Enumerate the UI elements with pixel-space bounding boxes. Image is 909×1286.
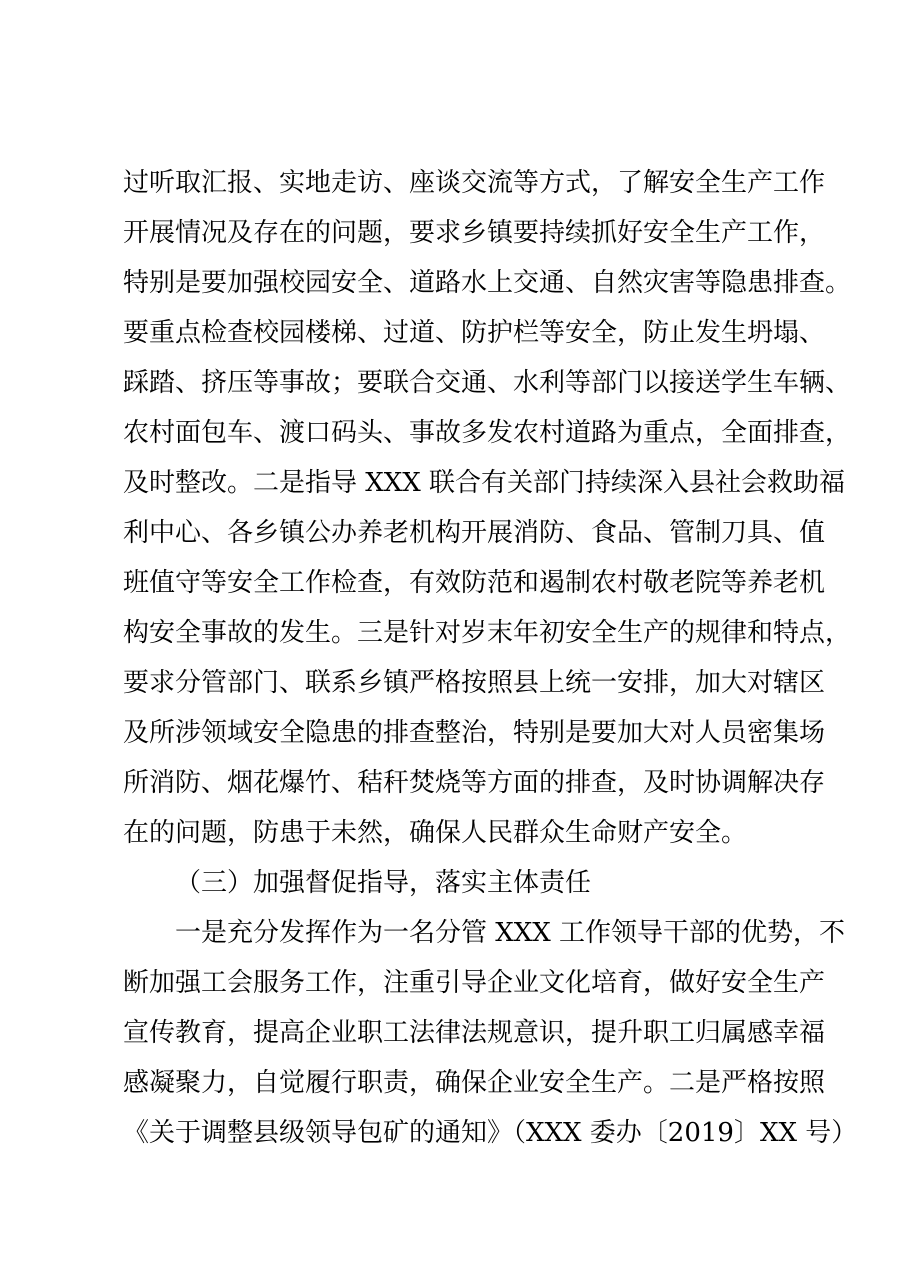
body-text-line: 过听取汇报、实地走访、座谈交流等方式，了解安全生产工作	[123, 168, 826, 198]
body-text-line: 特别是要加强校园安全、道路水上交通、自然灾害等隐患排查。	[123, 268, 852, 298]
body-text-line: 在的问题，防患于未然，确保人民群众生命财产安全。	[123, 818, 748, 848]
body-text-line: 宣传教育，提高企业职工法律法规意识，提升职工归属感幸福	[123, 1018, 826, 1048]
paragraph-first-line: 一是充分发挥作为一名分管 XXX 工作领导干部的优势，不	[175, 918, 846, 948]
body-text-line: 班值守等安全工作检查，有效防范和遏制农村敬老院等养老机	[123, 568, 826, 598]
body-text-line: 《关于调整县级领导包矿的通知》（XXX 委办〔2019〕XX 号）	[123, 1118, 858, 1148]
body-text-line: 断加强工会服务工作，注重引导企业文化培育，做好安全生产	[123, 968, 826, 998]
section-heading: （三）加强督促指导，落实主体责任	[175, 868, 592, 898]
body-text-line: 感凝聚力，自觉履行职责，确保企业安全生产。二是严格按照	[123, 1068, 826, 1098]
body-text-line: 及时整改。二是指导 XXX 联合有关部门持续深入县社会救助福	[123, 468, 846, 498]
body-text-line: 农村面包车、渡口码头、事故多发农村道路为重点，全面排查，	[123, 418, 852, 448]
body-text-line: 所消防、烟花爆竹、秸秆焚烧等方面的排查，及时协调解决存	[123, 768, 826, 798]
body-text-line: 及所涉领域安全隐患的排查整治，特别是要加大对人员密集场	[123, 718, 826, 748]
body-text-line: 要重点检查校园楼梯、过道、防护栏等安全，防止发生坍塌、	[123, 318, 826, 348]
body-text-line: 踩踏、挤压等事故；要联合交通、水利等部门以接送学生车辆、	[123, 368, 852, 398]
body-text-line: 构安全事故的发生。三是针对岁末年初安全生产的规律和特点，	[123, 618, 852, 648]
body-text-line: 要求分管部门、联系乡镇严格按照县上统一安排，加大对辖区	[123, 668, 826, 698]
body-text-line: 开展情况及存在的问题，要求乡镇要持续抓好安全生产工作，	[123, 218, 826, 248]
body-text-line: 利中心、各乡镇公办养老机构开展消防、食品、管制刀具、值	[123, 518, 826, 548]
